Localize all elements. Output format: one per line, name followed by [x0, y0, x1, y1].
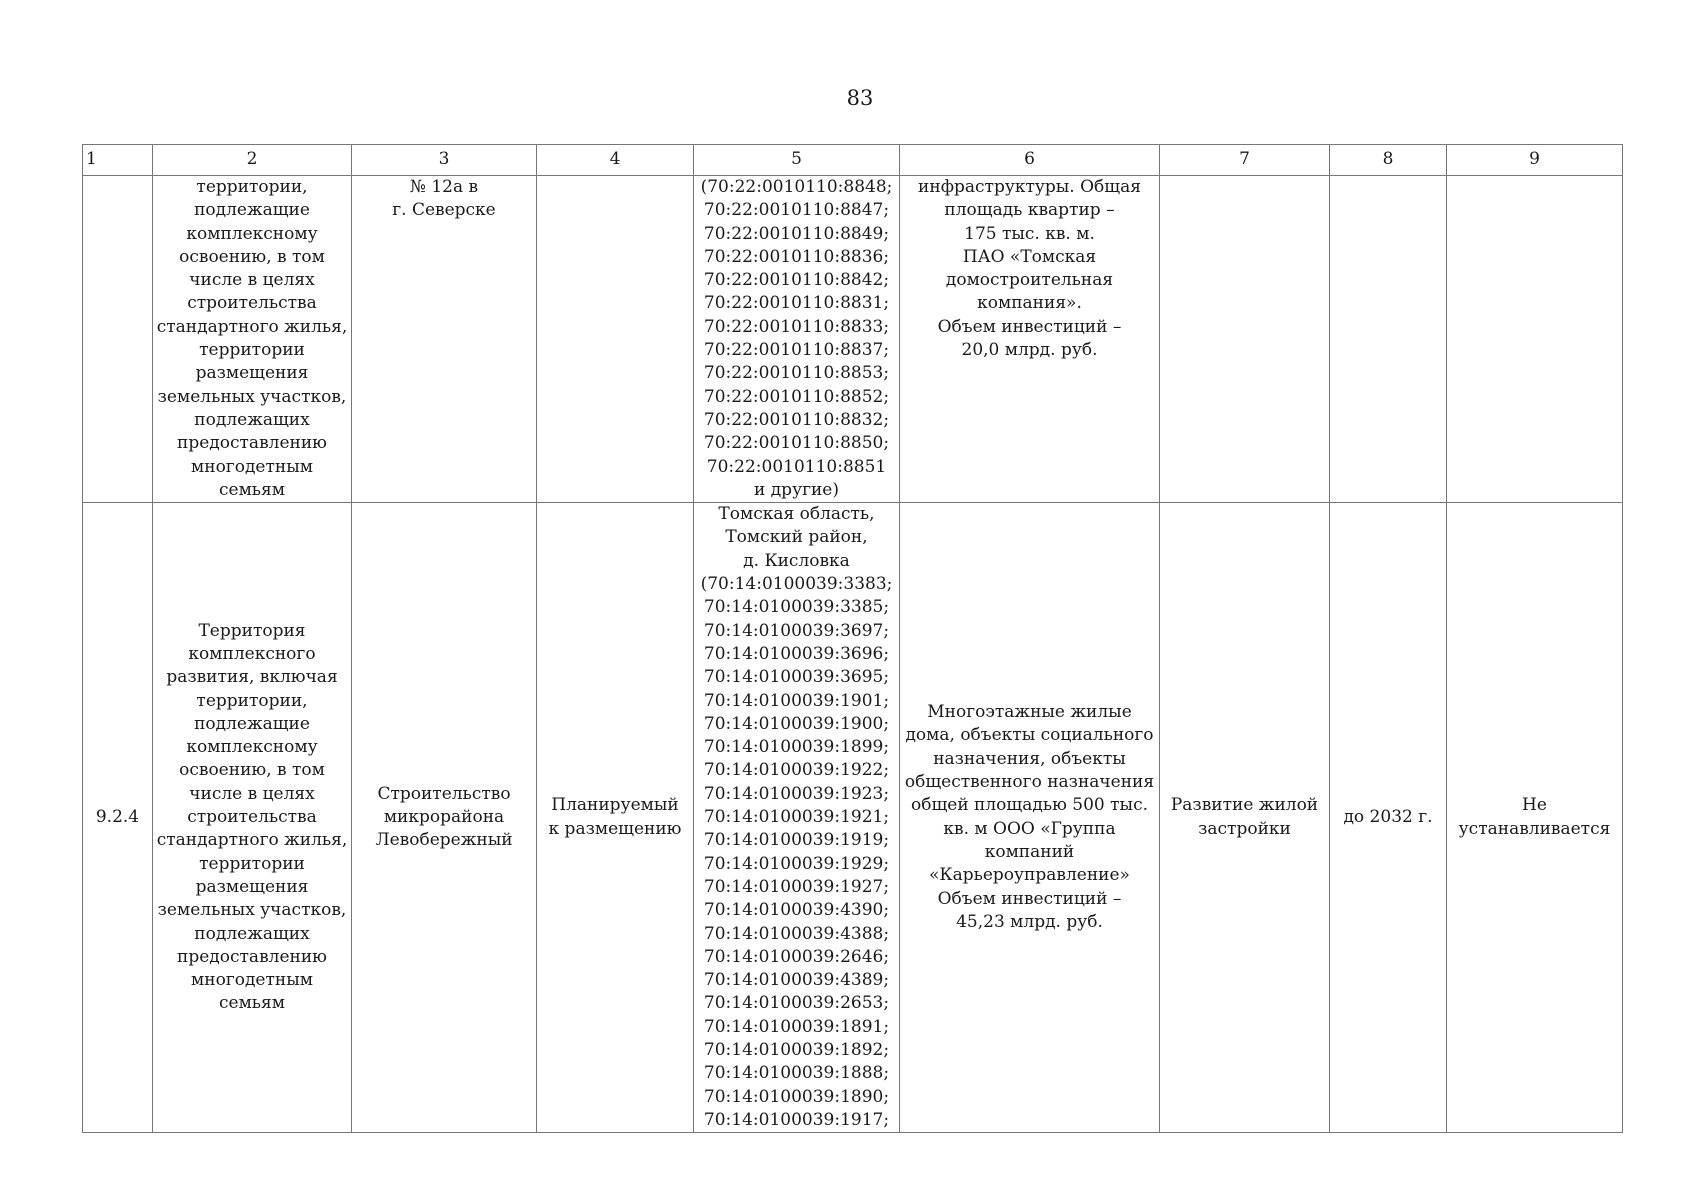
table-header-row [83, 145, 1623, 176]
column-header: 6 [900, 145, 1160, 176]
table-cell: Развитие жилой застройки [1160, 503, 1330, 1133]
table-cell: территории, подлежащие комплексному освоению, в том числе в целях строительства стандартного жилья, территории размещения земельных участков, подлежащих предоставлению многодетным семьям [153, 176, 352, 503]
table-row [83, 503, 1623, 1133]
table-cell: до 2032 г. [1330, 503, 1447, 1133]
table-cell [83, 176, 153, 503]
column-header: 1 [83, 145, 153, 176]
table-row [83, 176, 1623, 503]
table-cell [1447, 176, 1623, 503]
column-header: 8 [1330, 145, 1447, 176]
column-header: 2 [153, 145, 352, 176]
table-cell: (70:22:0010110:8848; 70:22:0010110:8847; 70:22:0010110:8849; 70:22:0010110:8836; 70:22:0010110:8842; 70:22:0010110:8831; 70:22:0010110:8833; 70:22:0010110:8837; 70:22:0010110:8853; 70:22:0010110:8852; 70:22:0010110:8832; 70:22:0010110:8850; 70:22:0010110:8851 и другие) [694, 176, 900, 503]
data-table [82, 144, 1623, 1133]
column-header: 3 [352, 145, 537, 176]
page-number: 83 [846, 86, 874, 110]
table-cell: Не устанавливается [1447, 503, 1623, 1133]
column-header: 4 [537, 145, 694, 176]
table-cell: Многоэтажные жилые дома, объекты социального назначения, объекты общественного назначения общей площадью 500 тыс. кв. м ООО «Группа компаний «Карьероуправление» Объем инвестиций – 45,23 млрд. руб. [900, 503, 1160, 1133]
table-cell: Строительство микрорайона Левобережный [352, 503, 537, 1133]
table-cell: Томская область, Томский район, д. Кисловка (70:14:0100039:3383; 70:14:0100039:3385; 70:14:0100039:3697; 70:14:0100039:3696; 70:14:0100039:3695; 70:14:0100039:1901; 70:14:0100039:1900; 70:14:0100039:1899; 70:14:0100039:1922; 70:14:0100039:1923; 70:14:0100039:1921; 70:14:0100039:1919; 70:14:0100039:1929; 70:14:0100039:1927; 70:14:0100039:4390; 70:14:0100039:4388; 70:14:0100039:2646; 70:14:0100039:4389; 70:14:0100039:2653; 70:14:0100039:1891; 70:14:0100039:1892; 70:14:0100039:1888; 70:14:0100039:1890; 70:14:0100039:1917; [694, 503, 900, 1133]
table-cell: 9.2.4 [83, 503, 153, 1133]
column-header: 7 [1160, 145, 1330, 176]
table-cell: инфраструктуры. Общая площадь квартир – 175 тыс. кв. м. ПАО «Томская домостроительная компания». Объем инвестиций – 20,0 млрд. руб. [900, 176, 1160, 503]
table-cell [1160, 176, 1330, 503]
table-cell [537, 176, 694, 503]
table-cell: № 12а в г. Северске [352, 176, 537, 503]
table-cell [1330, 176, 1447, 503]
column-header: 9 [1447, 145, 1623, 176]
table-cell: Планируемый к размещению [537, 503, 694, 1133]
table-cell: Территория комплексного развития, включая территории, подлежащие комплексному освоению, в том числе в целях строительства стандартного жилья, территории размещения земельных участков, подлежащих предоставлению многодетным семьям [153, 503, 352, 1133]
column-header: 5 [694, 145, 900, 176]
